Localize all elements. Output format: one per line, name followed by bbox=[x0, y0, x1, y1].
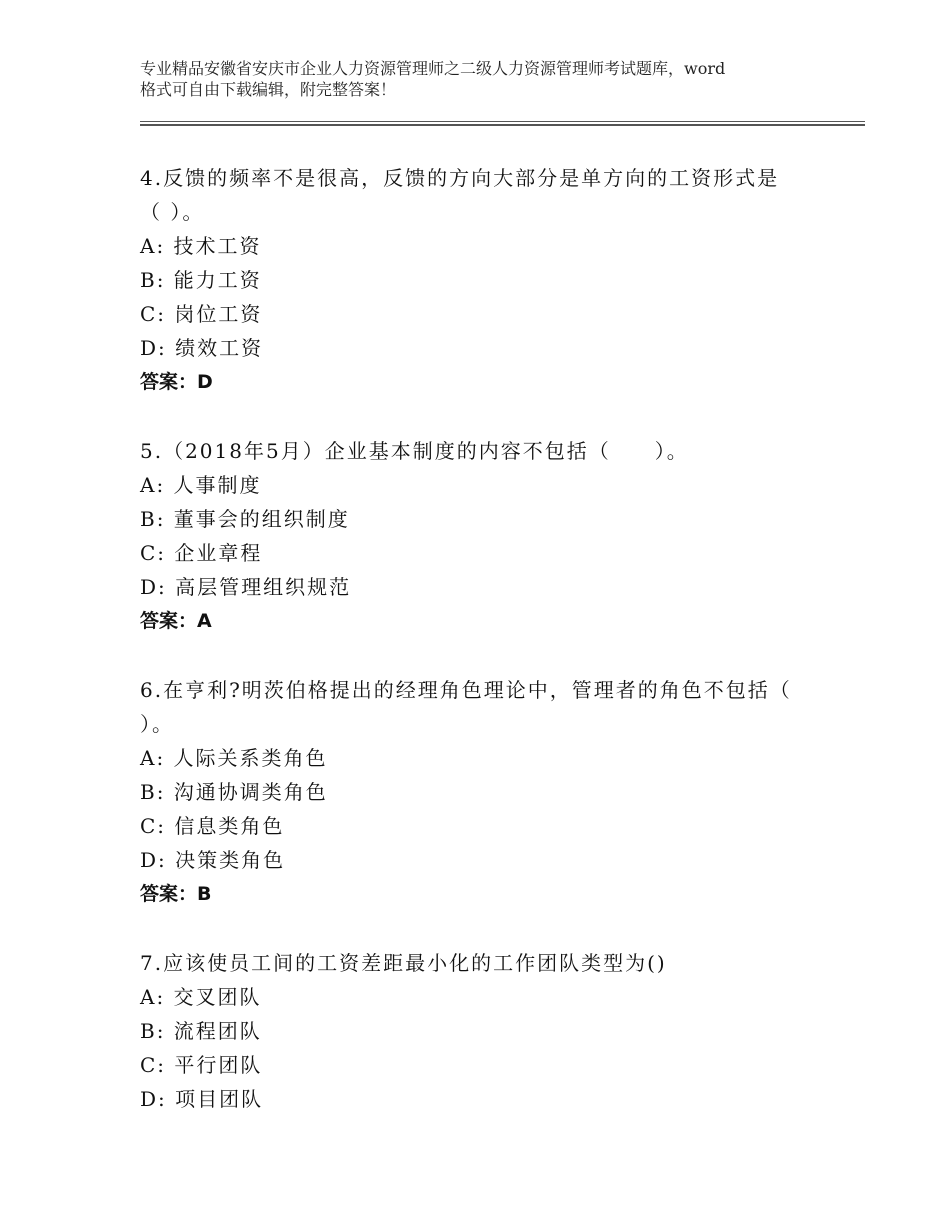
header-line-1: 专业精品安徽省安庆市企业人力资源管理师之二级人力资源管理师考试题库，word bbox=[140, 59, 726, 78]
question-stem: 5.（2018年5月）企业基本制度的内容不包括（ ）。 bbox=[140, 439, 689, 463]
option-d: D: 项目团队 bbox=[140, 1087, 264, 1111]
question-stem: 6.在亨利?明茨伯格提出的经理角色理论中，管理者的角色不包括（ bbox=[140, 678, 792, 702]
option-d: D: 决策类角色 bbox=[140, 848, 286, 872]
answer: 答案：B bbox=[140, 883, 212, 905]
question-stem: 7.应该使员工间的工资差距最小化的工作团队类型为() bbox=[140, 951, 667, 975]
document-header bbox=[140, 58, 840, 100]
answer: 答案：A bbox=[140, 610, 212, 632]
option-b: B: 能力工资 bbox=[140, 268, 262, 292]
option-a: A: 人际关系类角色 bbox=[140, 746, 328, 770]
option-a: A: 交叉团队 bbox=[140, 985, 262, 1009]
header-divider bbox=[140, 121, 865, 126]
option-d: D: 高层管理组织规范 bbox=[140, 575, 352, 599]
question-6 bbox=[140, 673, 830, 911]
question-stem: ）。 bbox=[140, 712, 174, 736]
option-d: D: 绩效工资 bbox=[140, 336, 264, 360]
option-c: C: 信息类角色 bbox=[140, 814, 285, 838]
question-7 bbox=[140, 946, 830, 1116]
option-c: C: 平行团队 bbox=[140, 1053, 263, 1077]
question-stem: 4.反馈的频率不是很高，反馈的方向大部分是单方向的工资形式是 bbox=[140, 166, 780, 190]
option-b: B: 董事会的组织制度 bbox=[140, 507, 350, 531]
question-stem: （ ）。 bbox=[140, 200, 205, 224]
option-c: C: 企业章程 bbox=[140, 541, 263, 565]
option-b: B: 沟通协调类角色 bbox=[140, 780, 328, 804]
option-a: A: 技术工资 bbox=[140, 234, 262, 258]
option-c: C: 岗位工资 bbox=[140, 302, 263, 326]
header-line-2: 格式可自由下载编辑，附完整答案！ bbox=[140, 80, 397, 99]
question-5 bbox=[140, 434, 830, 638]
answer: 答案：D bbox=[140, 371, 213, 393]
option-a: A: 人事制度 bbox=[140, 473, 262, 497]
option-b: B: 流程团队 bbox=[140, 1019, 262, 1043]
question-4 bbox=[140, 161, 830, 399]
